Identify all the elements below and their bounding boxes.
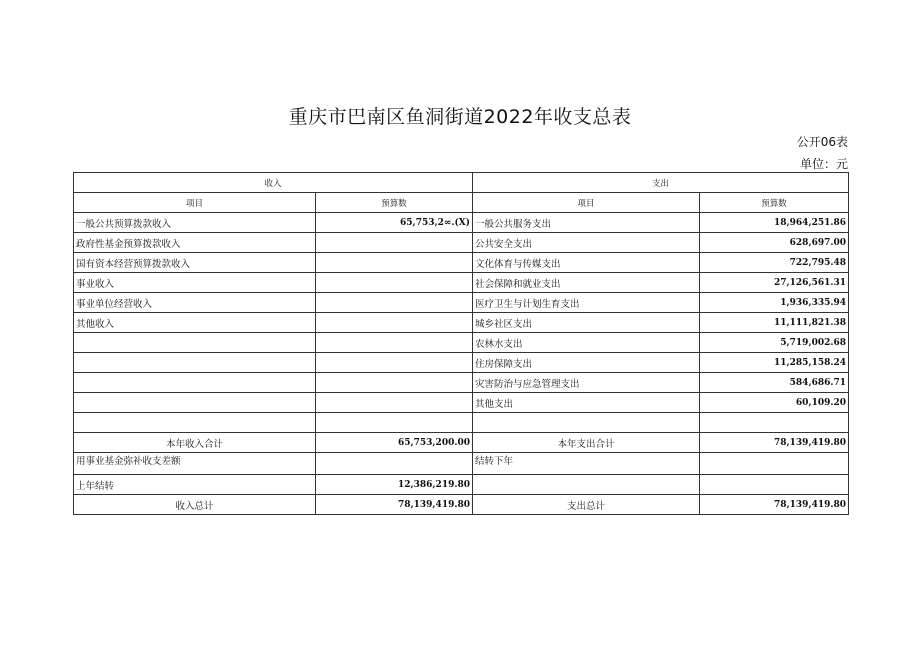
income-item: 政府性基金预算拨款收入 — [74, 233, 316, 253]
column-header-row — [74, 193, 849, 213]
extra-expense-amount — [700, 453, 849, 475]
expense-amount: 18,964,251.86 — [700, 213, 849, 233]
table-row — [74, 293, 849, 313]
income-item: 国有资本经营预算拨款收入 — [74, 253, 316, 273]
expense-total-label: 支出总计 — [473, 495, 700, 515]
income-item-header: 项目 — [74, 193, 316, 213]
expense-item: 灾害防治与应急管理支出 — [473, 373, 700, 393]
income-item — [74, 353, 316, 373]
income-amount — [316, 333, 473, 353]
table-row — [74, 333, 849, 353]
extra-income-item: 上年结转 — [74, 475, 316, 495]
extra-income-item: 用事业基金弥补收支差额 — [74, 453, 316, 475]
expense-item — [473, 413, 700, 433]
page-title: 重庆市巴南区鱼洞街道2022年收支总表 — [288, 106, 632, 128]
expense-subtotal-label: 本年支出合计 — [473, 433, 700, 453]
income-item: 事业收入 — [74, 273, 316, 293]
income-header: 收入 — [74, 173, 473, 193]
extra-expense-item: 结转下年 — [473, 453, 700, 475]
income-item — [74, 333, 316, 353]
expense-amount: 584,686.71 — [700, 373, 849, 393]
income-item: 一般公共预算拨款收入 — [74, 213, 316, 233]
income-subtotal-label: 本年收入合计 — [74, 433, 316, 453]
income-amount — [316, 413, 473, 433]
extra-expense-amount — [700, 475, 849, 495]
table-row — [74, 413, 849, 433]
expense-amount: 27,126,561.31 — [700, 273, 849, 293]
expense-item: 一般公共服务支出 — [473, 213, 700, 233]
expense-item: 城乡社区支出 — [473, 313, 700, 333]
income-item: 事业单位经营收入 — [74, 293, 316, 313]
expense-amount: 5,719,002.68 — [700, 333, 849, 353]
form-code: 公开06表 — [796, 135, 848, 149]
income-amount — [316, 253, 473, 273]
table-row — [74, 233, 849, 253]
extra-income-amount: 12,386,219.80 — [316, 475, 473, 495]
income-amount — [316, 393, 473, 413]
income-amount: 65,753,2∞.(X) — [316, 213, 473, 233]
extra-income-amount — [316, 453, 473, 475]
income-amount — [316, 233, 473, 253]
expense-subtotal-amount: 78,139,419.80 — [700, 433, 849, 453]
income-amount — [316, 353, 473, 373]
income-item — [74, 373, 316, 393]
expense-item: 农林水支出 — [473, 333, 700, 353]
expense-item: 社会保障和就业支出 — [473, 273, 700, 293]
expense-amount: 11,285,158.24 — [700, 353, 849, 373]
expense-item: 其他支出 — [473, 393, 700, 413]
expense-amount: 628,697.00 — [700, 233, 849, 253]
income-budget-header: 预算数 — [316, 193, 473, 213]
income-item — [74, 413, 316, 433]
income-item: 其他收入 — [74, 313, 316, 333]
income-total-label: 收入总计 — [74, 495, 316, 515]
expense-amount: 11,111,821.38 — [700, 313, 849, 333]
expense-amount: 722,795.48 — [700, 253, 849, 273]
table-row — [74, 253, 849, 273]
total-row — [74, 495, 849, 515]
expense-amount: 60,109.20 — [700, 393, 849, 413]
expense-item: 住房保障支出 — [473, 353, 700, 373]
income-amount — [316, 293, 473, 313]
extra-row — [74, 453, 849, 475]
section-header-row — [74, 173, 849, 193]
expense-item: 医疗卫生与计划生育支出 — [473, 293, 700, 313]
expense-item: 公共安全支出 — [473, 233, 700, 253]
income-amount — [316, 313, 473, 333]
income-item — [74, 393, 316, 413]
table-row — [74, 313, 849, 333]
table-row — [74, 273, 849, 293]
expense-item: 文化体育与传媒支出 — [473, 253, 700, 273]
expense-header: 支出 — [473, 173, 849, 193]
expense-amount: 1,936,335.94 — [700, 293, 849, 313]
expense-budget-header: 预算数 — [700, 193, 849, 213]
table-row — [74, 353, 849, 373]
expense-amount — [700, 413, 849, 433]
income-amount — [316, 273, 473, 293]
subtotal-row — [74, 433, 849, 453]
income-subtotal-amount: 65,753,200.00 — [316, 433, 473, 453]
budget-table — [73, 172, 849, 515]
income-total-amount: 78,139,419.80 — [316, 495, 473, 515]
expense-total-amount: 78,139,419.80 — [700, 495, 849, 515]
income-amount — [316, 373, 473, 393]
table-row — [74, 393, 849, 413]
table-row — [74, 213, 849, 233]
extra-row — [74, 475, 849, 495]
extra-expense-item — [473, 475, 700, 495]
expense-item-header: 项目 — [473, 193, 700, 213]
unit-label: 单位：元 — [799, 157, 848, 171]
table-row — [74, 373, 849, 393]
